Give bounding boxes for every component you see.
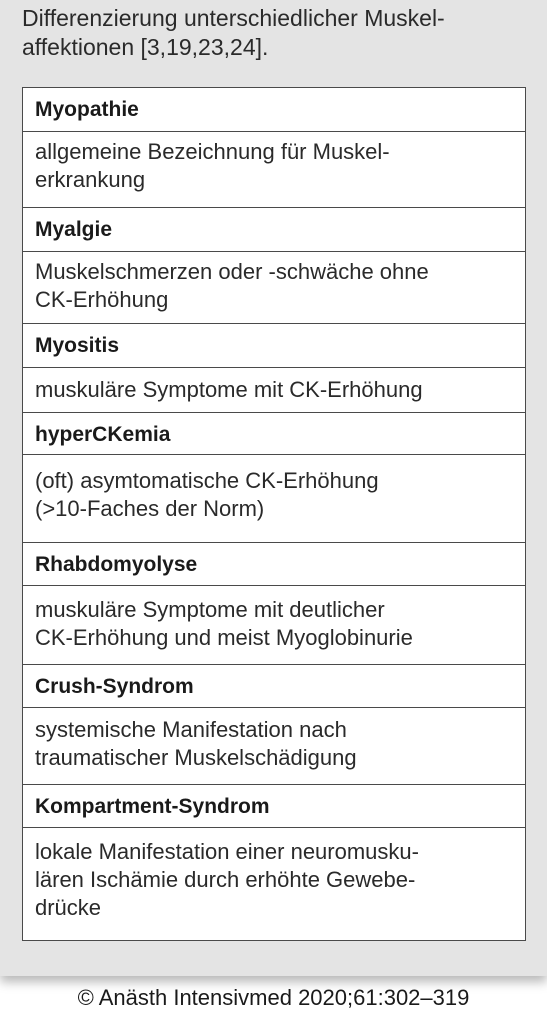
term-row-myositis: Myositis (23, 324, 525, 368)
description-row-myopathie: allgemeine Bezeichnung für Muskel- erkrankung (23, 132, 525, 208)
copyright-footer: © Anästh Intensivmed 2020;61:302–319 (77, 985, 470, 1010)
description-row-rhabdomyolyse: muskuläre Symptome mit deutlicher CK-Erhöhung und meist Myoglobinurie (23, 586, 525, 665)
description-row-myositis: muskuläre Symptome mit CK-Erhöhung (23, 368, 525, 413)
description-row-hyperckemia: (oft) asymtomatische CK-Erhöhung (>10-Faches der Norm) (23, 455, 525, 543)
term-row-myalgie: Myalgie (23, 208, 525, 252)
definitions-table (22, 87, 526, 941)
description-row-crush-syndrom: systemische Manifestation nach traumatischer Muskelschädigung (23, 708, 525, 785)
box-caption: Differenzierung unterschiedlicher Muskel- affektionen [3,19,23,24]. (22, 5, 445, 60)
description-row-kompartment-syndrom: lokale Manifestation einer neuromusku- lären Ischämie durch erhöhte Gewebe- drücke (35, 839, 419, 920)
term-row-crush-syndrom: Crush-Syndrom (23, 665, 525, 708)
term-row-myopathie: Myopathie (23, 88, 525, 132)
term-row-rhabdomyolyse: Rhabdomyolyse (23, 543, 525, 586)
term-row-hyperckemia: hyperCKemia (23, 413, 525, 455)
term-row-kompartment-syndrom: Kompartment-Syndrom (23, 785, 525, 828)
description-row-myalgie: Muskelschmerzen oder -schwäche ohne CK-Erhöhung (23, 252, 525, 324)
